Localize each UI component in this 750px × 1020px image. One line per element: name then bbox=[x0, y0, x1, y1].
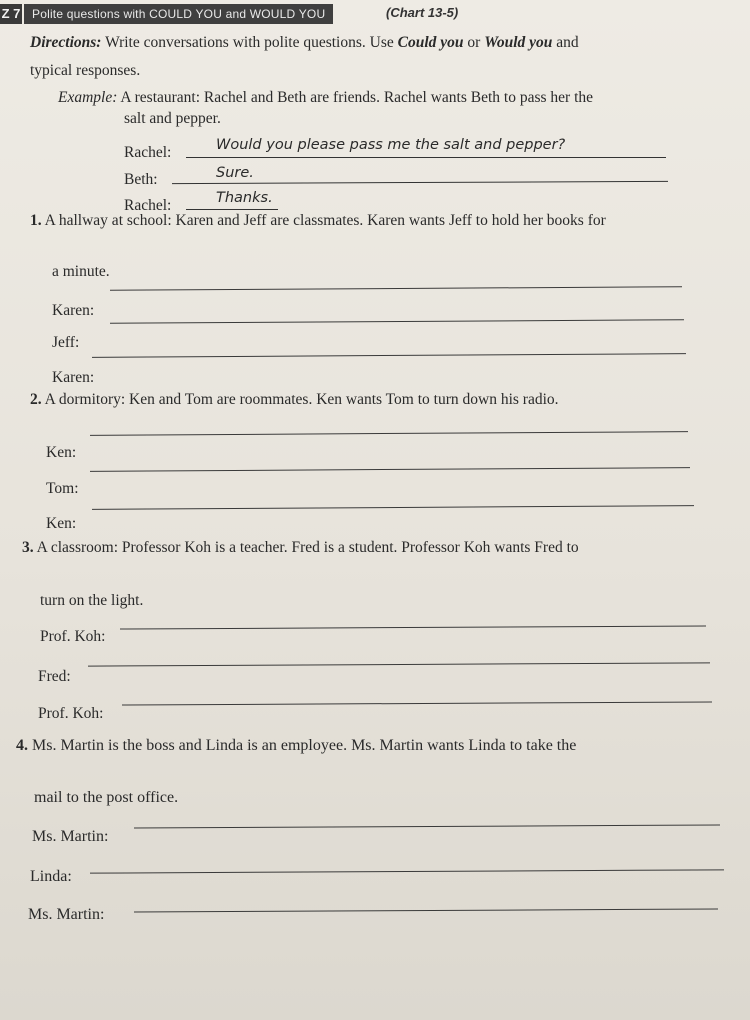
example-speaker: Rachel: bbox=[124, 197, 172, 214]
question-2 bbox=[30, 391, 559, 409]
answer-line[interactable] bbox=[90, 869, 724, 873]
answer-line[interactable] bbox=[92, 353, 686, 358]
question-number: 2. bbox=[30, 391, 42, 408]
exercise-number: Z 7 bbox=[0, 4, 22, 24]
answer-line[interactable] bbox=[90, 467, 690, 472]
question-line-2: turn on the light. bbox=[40, 592, 144, 609]
directions-text-2: and bbox=[556, 34, 579, 51]
directions-or: or bbox=[467, 34, 481, 51]
question-number: 1. bbox=[30, 212, 42, 229]
directions-would: Would you bbox=[484, 34, 553, 51]
question-line-2: mail to the post office. bbox=[34, 789, 179, 806]
speaker-label: Tom: bbox=[46, 480, 79, 497]
example-line bbox=[186, 209, 278, 210]
question-1 bbox=[30, 212, 606, 230]
answer-line[interactable] bbox=[120, 625, 706, 629]
example-line bbox=[172, 181, 668, 184]
speaker-label: Fred: bbox=[38, 668, 71, 685]
question-text: Ms. Martin is the boss and Linda is an employee. Ms. Martin wants Linda to take the bbox=[32, 737, 577, 754]
worksheet-header bbox=[0, 4, 750, 26]
question-text: A hallway at school: Karen and Jeff are classmates. Karen wants Jeff to hold her books for bbox=[44, 212, 606, 229]
speaker-label: Prof. Koh: bbox=[38, 705, 104, 722]
question-4 bbox=[16, 737, 576, 755]
speaker-label: Jeff: bbox=[52, 334, 80, 351]
directions-text-1: Write conversations with polite questions. Use bbox=[105, 34, 394, 51]
question-text: A dormitory: Ken and Tom are roommates. Ken wants Tom to turn down his radio. bbox=[44, 391, 559, 408]
exercise-title: Polite questions with COULD YOU and WOULD YOU bbox=[24, 4, 333, 24]
speaker-label: Karen: bbox=[52, 369, 95, 386]
answer-line[interactable] bbox=[122, 701, 712, 705]
chart-reference: (Chart 13-5) bbox=[386, 5, 459, 20]
speaker-label: Ken: bbox=[46, 515, 77, 532]
example-line bbox=[186, 157, 666, 158]
answer-line[interactable] bbox=[110, 286, 682, 290]
example-intro bbox=[58, 89, 593, 107]
example-answer: Would you please pass me the salt and pepper? bbox=[216, 137, 566, 153]
speaker-label: Ms. Martin: bbox=[28, 906, 105, 923]
directions-label: Directions: bbox=[30, 34, 102, 51]
answer-line[interactable] bbox=[134, 824, 720, 828]
question-text: A classroom: Professor Koh is a teacher. Fred is a student. Professor Koh wants Fred to bbox=[36, 539, 579, 556]
speaker-label: Prof. Koh: bbox=[40, 628, 106, 645]
example-answer: Sure. bbox=[216, 165, 254, 181]
example-line-1: A restaurant: Rachel and Beth are friends. Rachel wants Beth to pass her the bbox=[120, 89, 594, 106]
answer-line[interactable] bbox=[90, 431, 688, 436]
answer-line[interactable] bbox=[88, 662, 710, 666]
example-speaker: Beth: bbox=[124, 171, 158, 188]
question-line-2: a minute. bbox=[52, 263, 110, 280]
directions bbox=[30, 34, 579, 52]
example-answer: Thanks. bbox=[216, 190, 273, 206]
answer-line[interactable] bbox=[134, 908, 718, 912]
directions-line-2: typical responses. bbox=[30, 62, 141, 79]
directions-could: Could you bbox=[397, 34, 464, 51]
question-number: 3. bbox=[22, 539, 34, 556]
speaker-label: Linda: bbox=[30, 868, 72, 885]
example-line-2: salt and pepper. bbox=[124, 110, 221, 127]
example-label: Example: bbox=[58, 89, 118, 106]
speaker-label: Karen: bbox=[52, 302, 95, 319]
speaker-label: Ken: bbox=[46, 444, 77, 461]
question-number: 4. bbox=[16, 737, 28, 754]
question-3 bbox=[22, 539, 579, 557]
speaker-label: Ms. Martin: bbox=[32, 828, 109, 845]
answer-line[interactable] bbox=[92, 505, 694, 510]
answer-line[interactable] bbox=[110, 319, 684, 324]
example-speaker: Rachel: bbox=[124, 144, 172, 161]
